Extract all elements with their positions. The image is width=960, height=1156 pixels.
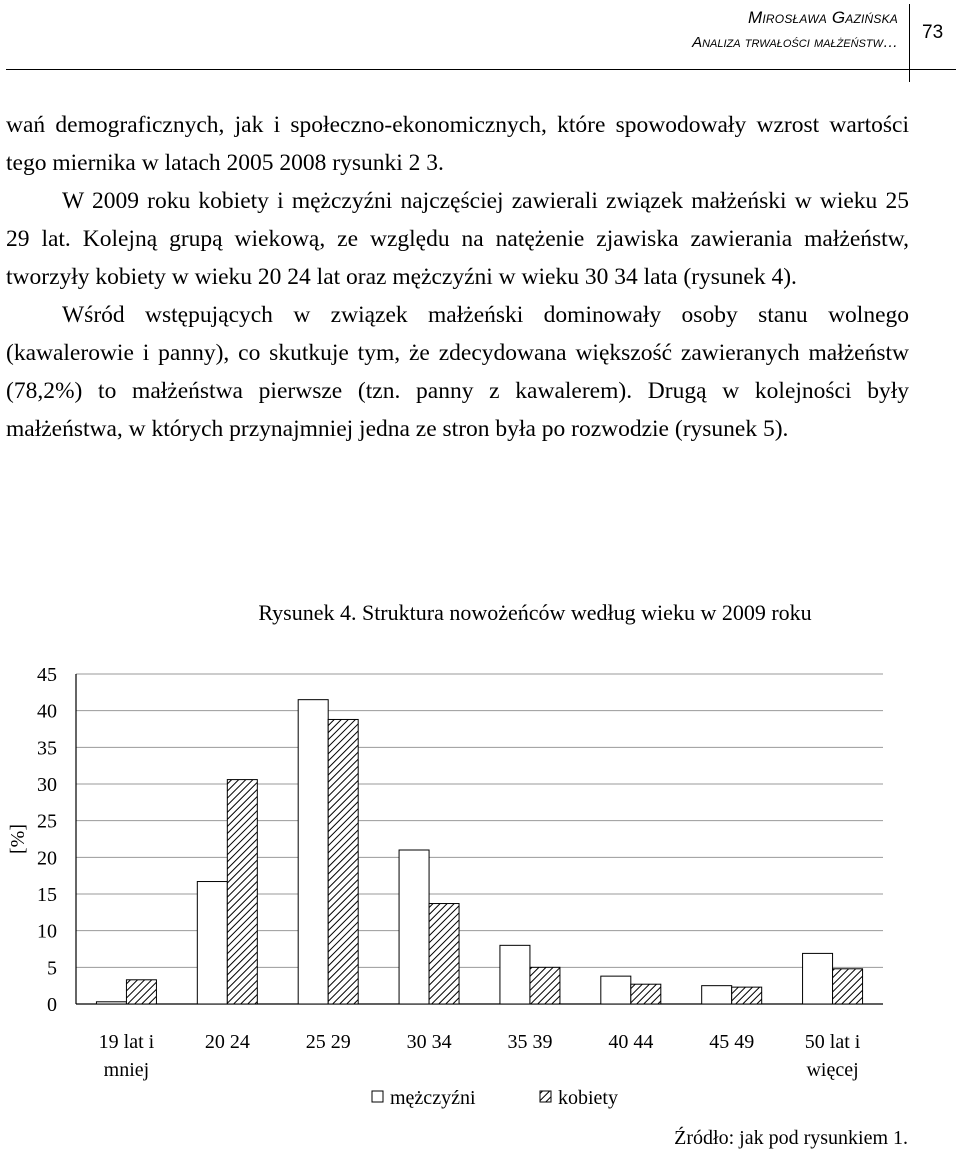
paragraph-3: Wśród wstępujących w związek małżeński dominowały osoby stanu wolnego (kawalerowie i panny), co skutkuje tym, że zdecydowana większość zawieranych małżeństw (78,2%) to małżeństwa pierwsze (tzn. panny z kawalerem). Drugą w kolejności były małżeństwa, w których przynajmniej jedna ze stron była po rozwodzie (rysunek 5). — [6, 302, 909, 442]
bar-men — [197, 882, 227, 1004]
bar-women — [227, 780, 257, 1004]
bar-women — [833, 969, 863, 1004]
figure-caption: Rysunek 4. Struktura nowożeńców według wieku w 2009 roku — [258, 600, 812, 625]
legend-label: mężczyźni — [390, 1087, 476, 1109]
page-number: 73 — [922, 22, 944, 43]
legend — [372, 1087, 618, 1109]
y-axis-label: [%] — [7, 824, 29, 854]
running-head-title: Analiza trwałości małżeństw… — [692, 34, 898, 51]
bar-men — [298, 700, 328, 1004]
paragraph-2: W 2009 roku kobiety i mężczyźni najczęściej zawierali związek małżeński w wieku 25 29 lat. Kolejną grupą wiekową, ze względu na natężenie zjawiska zawierania małżeństw, tworzyły kobiety w wieku 20 24 lat oraz mężczyźni w wieku 30 34 lata (rysunek 4). — [6, 188, 909, 290]
y-tick-label: 45 — [37, 664, 57, 686]
y-tick-label: 5 — [47, 957, 57, 980]
bar-women — [631, 984, 661, 1004]
legend-swatch — [540, 1091, 551, 1102]
bar-women — [126, 980, 156, 1004]
y-tick-label: 25 — [37, 810, 57, 833]
legend-swatch — [372, 1091, 383, 1102]
x-tick-label: 35 39 — [507, 1031, 553, 1053]
age-structure-bar-chart — [0, 650, 960, 1125]
bars — [96, 700, 862, 1004]
tick-labels — [7, 664, 861, 1081]
header-rule — [6, 69, 956, 70]
y-tick-label: 30 — [37, 774, 57, 796]
y-tick-label: 40 — [37, 700, 57, 723]
y-tick-label: 35 — [37, 737, 57, 760]
paragraph-1: wań demograficznych, jak i społeczno-ekonomicznych, które spowodowały wzrost wartości tego miernika w latach 2005 2008 rysunki 2 3. — [6, 112, 909, 176]
x-tick-label: 50 lat i więcej — [804, 1031, 861, 1081]
bar-men — [803, 953, 833, 1004]
bar-men — [702, 986, 732, 1004]
figure-source: Źródło: jak pod rysunkiem 1. — [674, 1127, 908, 1149]
bar-men — [500, 945, 530, 1004]
bar-women — [328, 719, 358, 1004]
running-head-author: Mirosława Gazińska — [748, 8, 898, 27]
bar-men — [601, 976, 631, 1004]
legend-label: kobiety — [558, 1087, 618, 1109]
x-tick-label: 20 24 — [204, 1031, 250, 1053]
y-tick-label: 10 — [37, 920, 57, 943]
bar-women — [530, 967, 560, 1004]
x-tick-label: 40 44 — [608, 1031, 654, 1053]
x-tick-label: 19 lat i mniej — [98, 1031, 155, 1081]
bar-men — [399, 850, 429, 1004]
bar-men — [96, 1002, 126, 1004]
bar-women — [732, 987, 762, 1004]
x-tick-label: 30 34 — [406, 1031, 452, 1053]
x-tick-label: 45 49 — [709, 1031, 755, 1053]
body-text — [6, 106, 909, 448]
page-header — [0, 0, 960, 80]
bar-women — [429, 904, 459, 1004]
y-tick-label: 0 — [47, 994, 57, 1016]
y-tick-label: 20 — [37, 847, 57, 870]
x-tick-label: 25 29 — [305, 1031, 351, 1053]
header-vertical-rule — [909, 4, 910, 82]
y-tick-label: 15 — [37, 884, 57, 906]
